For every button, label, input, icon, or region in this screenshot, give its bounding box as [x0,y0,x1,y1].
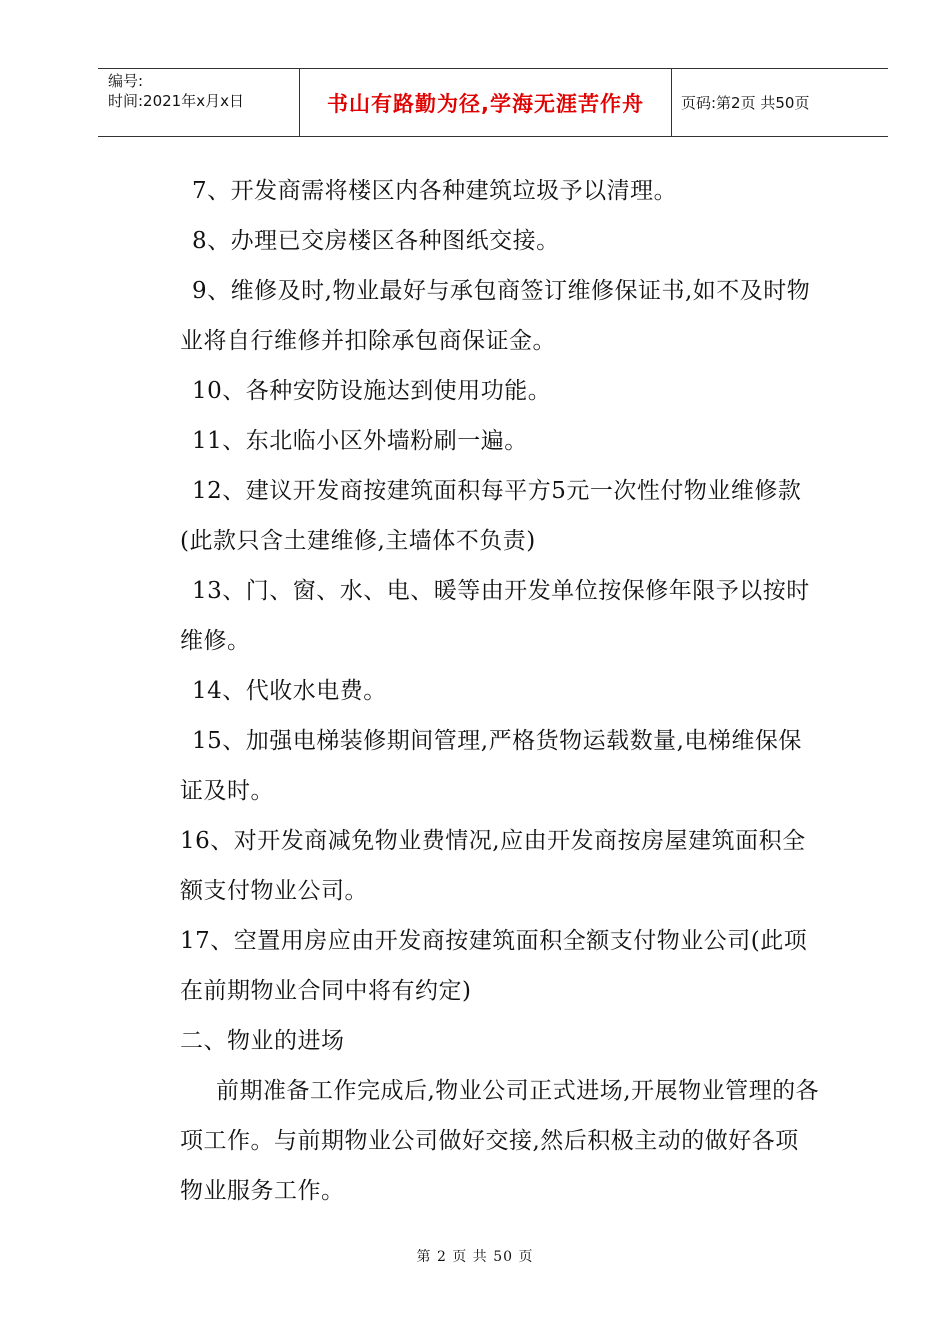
document-number-label: 编号: [108,72,144,90]
page-header [98,68,888,137]
header-meta [98,69,300,136]
document-time-label: 时间:2021年x月x日 [108,92,244,110]
paragraph: 前期准备工作完成后,物业公司正式进场,开展物业管理的各项工作。与前期物业公司做好交接,然后积极主动的做好各项物业服务工作。 [180,1078,820,1204]
page-footer: 第 2 页 共 50 页 [416,1249,534,1265]
paragraph: 12、建议开发商按建筑面积每平方5元一次性付物业维修款(此款只含土建维修,主墙体不负责) [180,478,802,554]
paragraph: 11、东北临小区外墙粉刷一遍。 [192,428,528,454]
paragraph: 8、办理已交房楼区各种图纸交接。 [192,228,560,254]
paragraph: 7、开发商需将楼区内各种建筑垃圾予以清理。 [192,178,678,204]
document-body [180,166,820,1216]
paragraph: 15、加强电梯装修期间管理,严格货物运载数量,电梯维保保证及时。 [180,728,802,804]
paragraph: 14、代收水电费。 [192,678,387,704]
header-motto: 书山有路勤为径,学海无涯苦作舟 [300,69,672,136]
paragraph: 16、对开发商减免物业费情况,应由开发商按房屋建筑面积全额支付物业公司。 [180,828,806,904]
paragraph: 10、各种安防设施达到使用功能。 [192,378,552,404]
paragraph: 9、维修及时,物业最好与承包商签订维修保证书,如不及时物业将自行维修并扣除承包商保证金。 [180,278,811,354]
header-page-info: 页码:第2页 共50页 [681,94,810,112]
paragraph: 17、空置用房应由开发商按建筑面积全额支付物业公司(此项在前期物业合同中将有约定) [180,928,808,1004]
section-heading: 二、物业的进场 [180,1028,345,1054]
paragraph: 13、门、窗、水、电、暖等由开发单位按保修年限予以按时维修。 [180,578,810,654]
